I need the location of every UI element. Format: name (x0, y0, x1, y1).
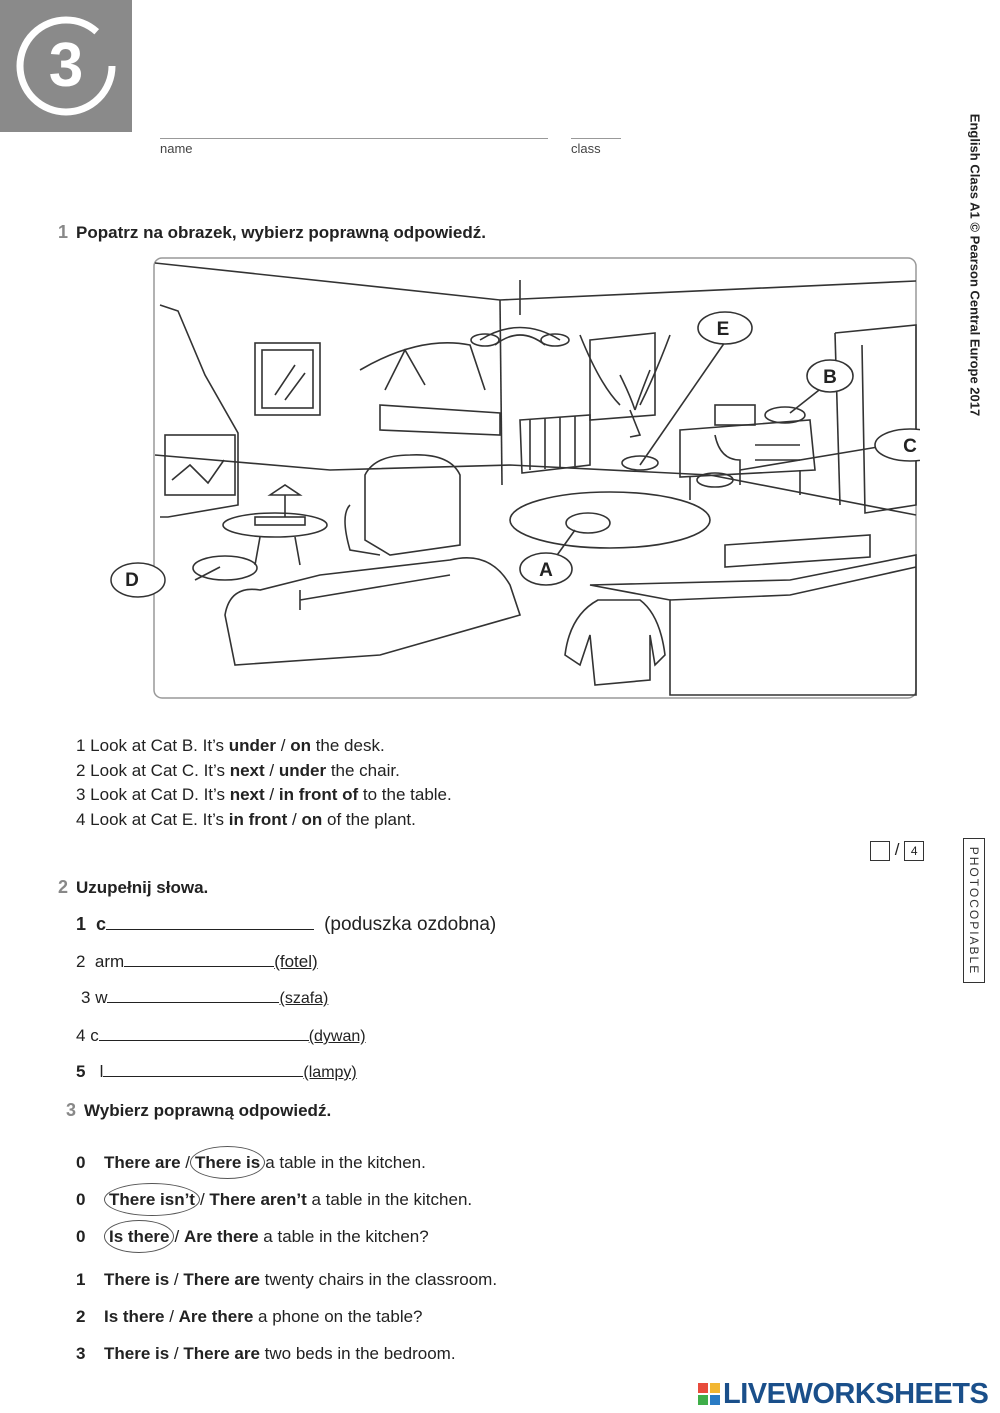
name-line[interactable] (160, 138, 548, 139)
liveworksheets-logo: LIVEWORKSHEETS (698, 1378, 988, 1411)
svg-text:B: B (823, 367, 837, 388)
task-3-item[interactable]: 0 Is there / Are there a table in the kitchen? (76, 1227, 429, 1247)
answer-blank[interactable] (124, 966, 274, 967)
task-2-item: 1 c (poduszka ozdobna) (76, 914, 497, 935)
task-1-score: / 4 (870, 840, 924, 861)
svg-text:E: E (716, 319, 730, 340)
task-2-item: 4 c (dywan) (76, 1026, 366, 1045)
room-illustration (150, 255, 920, 701)
task-3-item[interactable]: 1 There is / There are twenty chairs in the classroom. (76, 1270, 498, 1289)
copyright-credit: English Class A1 © Pearson Central Europe 2017 (967, 113, 983, 417)
answer-blank[interactable] (106, 929, 314, 930)
answer-blank[interactable] (99, 1040, 309, 1041)
liveworksheets-icon (698, 1383, 720, 1405)
task-1-title: 1 Popatrz na obrazek, wybierz poprawną odpowiedź. (58, 222, 486, 242)
photocopiable-label: PHOTOCOPIABLE (963, 838, 985, 983)
task-3-item[interactable]: 3 There is / There are two beds in the bedroom. (76, 1344, 456, 1363)
task-2-item: 3 w (szafa) (81, 988, 329, 1007)
task-2-title: 2 Uzupełnij słowa. (58, 877, 209, 897)
svg-text:A: A (539, 560, 553, 581)
label-d (108, 560, 168, 600)
task-1-question[interactable]: 2 Look at Cat C. It’s next / under the chair. (76, 760, 400, 780)
task-2-item: 2 arm (fotel) (76, 952, 318, 971)
task-1-question[interactable]: 3 Look at Cat D. It’s next / in front of to the table. (76, 785, 452, 804)
task-3-title: 3 Wybierz poprawną odpowiedź. (66, 1100, 332, 1120)
task-3-item[interactable]: 2 Is there / Are there a phone on the table? (76, 1307, 423, 1326)
circled-answer: There isn’t (104, 1183, 200, 1216)
unit-badge (0, 0, 132, 132)
svg-text:C: C (903, 436, 917, 457)
answer-blank[interactable] (107, 1002, 279, 1003)
circled-answer: There is (190, 1146, 265, 1179)
task-2-item: 5 l (lampy) (76, 1062, 357, 1081)
task-3-item[interactable]: 0 There are / There is a table in the kitchen. (76, 1153, 426, 1173)
task-1-question[interactable]: 1 Look at Cat B. It’s under / on the desk. (76, 736, 385, 755)
svg-text:D: D (125, 570, 139, 591)
answer-blank[interactable] (103, 1076, 303, 1077)
name-label: name (160, 141, 193, 156)
class-line[interactable] (571, 138, 621, 139)
circled-answer: Is there (104, 1220, 174, 1253)
task-1-question[interactable]: 4 Look at Cat E. It’s in front / on of the plant. (76, 809, 416, 829)
score-input-box[interactable] (870, 841, 890, 861)
class-label: class (571, 141, 601, 156)
task-3-item[interactable]: 0 There isn’t / There aren’t a table in the kitchen. (76, 1190, 472, 1210)
svg-text:3: 3 (48, 31, 84, 100)
unit-number-icon (0, 0, 132, 132)
task-1-questions (76, 734, 452, 832)
